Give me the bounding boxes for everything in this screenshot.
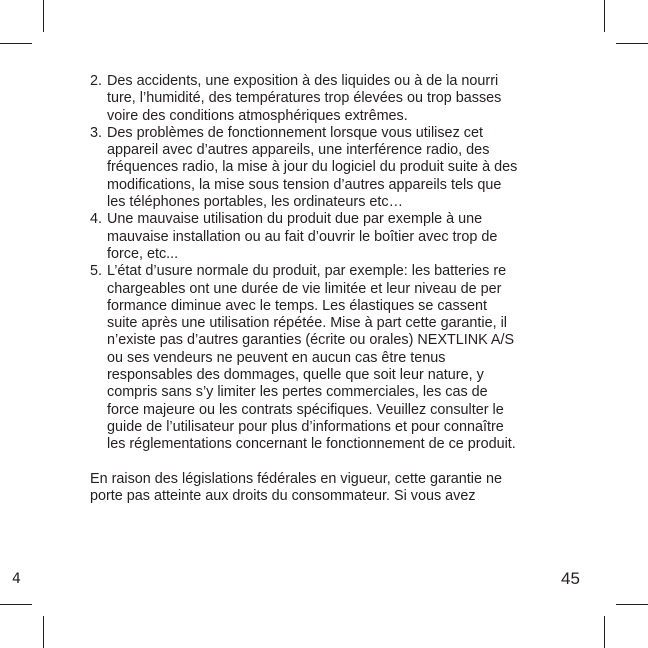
list-item-line: Des problèmes de fonctionnement lorsque vous utilisez cet	[107, 124, 483, 141]
page-number: 45	[561, 569, 580, 588]
list-item-line: suite après une utilisation répétée. Mise à part cette garantie, il	[107, 315, 507, 332]
list-item-number: 4.	[90, 211, 103, 228]
crop-mark-bottom-left-vertical	[43, 616, 44, 648]
list-item-line: appareil avec d’autres appareils, une interférence radio, des	[107, 142, 490, 159]
list-item-line: modifications, la mise sous tension d’autres appareils tels que	[107, 176, 502, 193]
list-item-line: ture, l’humidité, des températures trop élevées ou trop basses	[107, 90, 502, 107]
list-item-line: L’état d’usure normale du produit, par exemple: les batteries re	[107, 263, 507, 280]
list-item-number: 3.	[90, 124, 103, 141]
list-item-line: guide de l’utilisateur pour plus d’informations et pour connaître	[107, 418, 504, 435]
list-item-line: chargeables ont une durée de vie limitée et leur niveau de per	[107, 280, 502, 297]
warranty-exclusions-list	[90, 73, 570, 454]
closing-paragraph	[90, 471, 570, 506]
list-item	[90, 211, 570, 263]
list-item	[90, 125, 570, 211]
list-item-line: ou ses vendeurs ne peuvent en aucun cas être tenus	[107, 349, 446, 366]
list-item-line: force majeure ou les contrats spécifiques. Veuillez consulter le	[107, 401, 504, 418]
crop-mark-bottom-right-horizontal	[616, 604, 648, 605]
list-item-line: voire des conditions atmosphériques extrêmes.	[107, 107, 408, 124]
list-item-line: formance diminue avec le temps. Les élastiques se cassent	[107, 297, 487, 314]
list-item-line: mauvaise installation ou au fait d’ouvrir le boîtier avec trop de	[107, 228, 498, 245]
crop-mark-top-right-horizontal	[616, 43, 648, 44]
paragraph-line: En raison des législations fédérales en vigueur, cette garantie ne	[90, 470, 502, 487]
list-item-line: fréquences radio, la mise à jour du logiciel du produit suite à des	[107, 159, 518, 176]
page-content	[90, 73, 570, 505]
list-item-line: force, etc...	[107, 245, 179, 262]
list-item-number: 2.	[90, 73, 103, 89]
list-item-number: 5.	[90, 263, 103, 280]
page-edge-mark: 4	[12, 571, 21, 587]
crop-mark-top-left-horizontal	[0, 43, 32, 44]
list-item-line: les téléphones portables, les ordinateurs etc…	[107, 194, 403, 211]
list-item-line: Une mauvaise utilisation du produit due par exemple à une	[107, 211, 483, 228]
list-item-line: responsables des dommages, quelle que soit leur nature, y	[107, 367, 484, 384]
list-item-line: compris sans s’y limiter les pertes commerciales, les cas de	[107, 384, 488, 401]
list-item-line: n’existe pas d’autres garanties (écrite ou orales) NEXTLINK A/S	[107, 332, 515, 349]
crop-mark-bottom-right-vertical	[604, 616, 605, 648]
list-item-line: les réglementations concernant le fonctionnement de ce produit.	[107, 436, 516, 453]
list-item	[90, 73, 570, 125]
crop-mark-top-right-vertical	[604, 0, 605, 32]
crop-mark-bottom-left-horizontal	[0, 604, 32, 605]
list-item	[90, 263, 570, 453]
paragraph-line: porte pas atteinte aux droits du consommateur. Si vous avez	[90, 487, 476, 504]
crop-mark-top-left-vertical	[43, 0, 44, 32]
list-item-line: Des accidents, une exposition à des liquides ou à de la nourri	[107, 73, 499, 89]
